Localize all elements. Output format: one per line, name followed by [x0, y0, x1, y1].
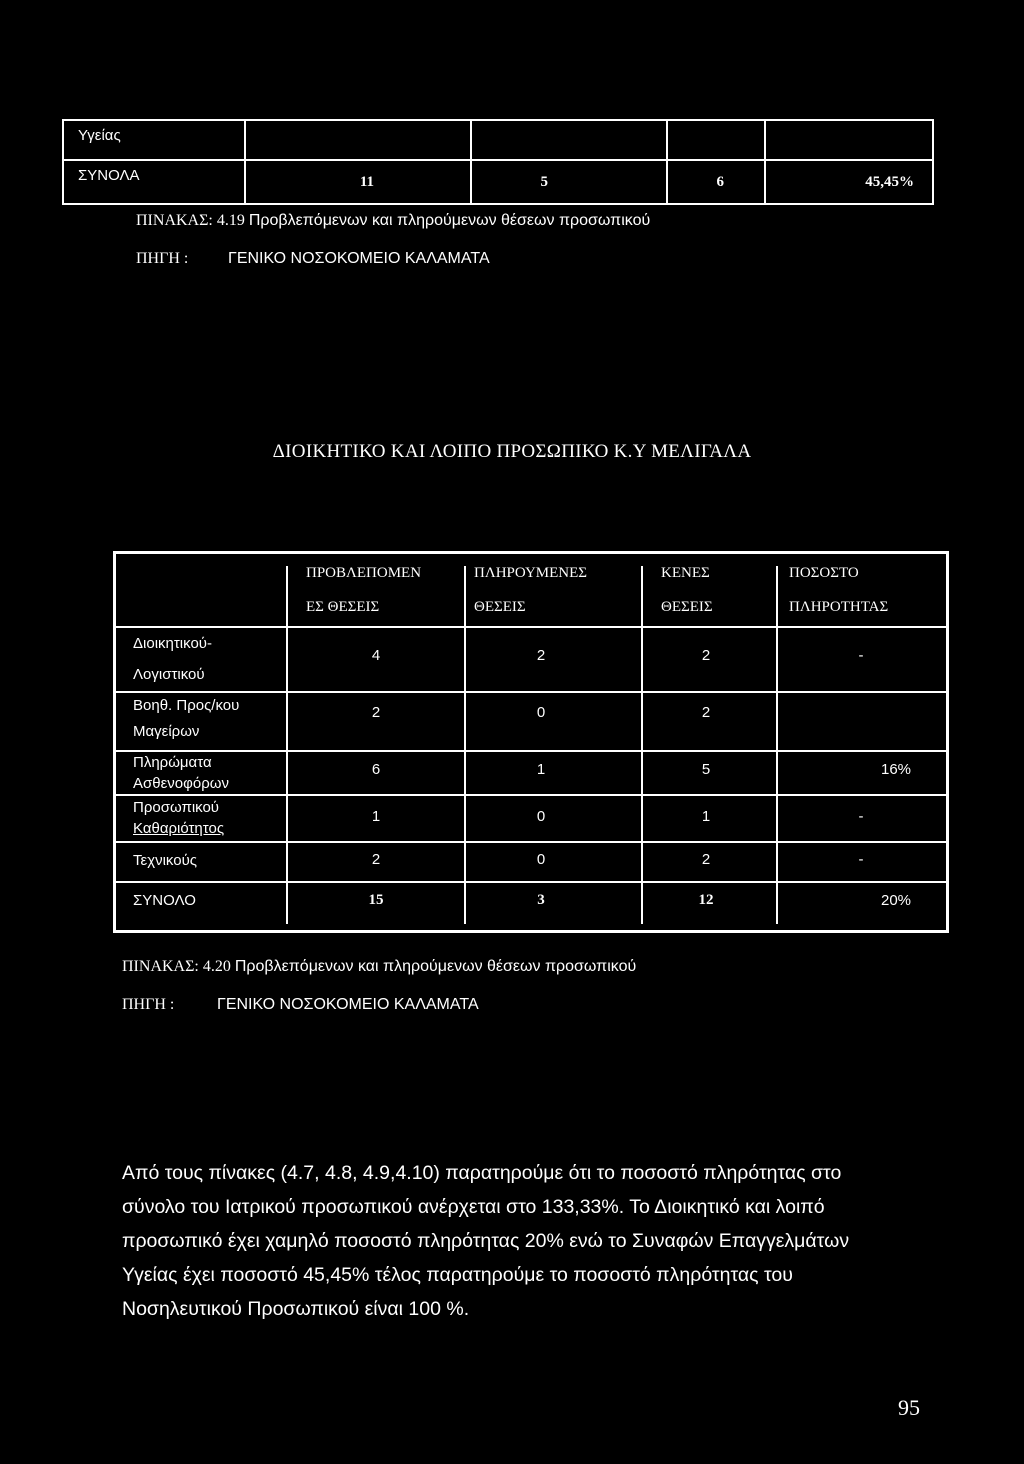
table-cell: 0	[536, 808, 546, 825]
row-label: Υγείας	[78, 127, 121, 144]
paragraph-line: σύνολο του Ιατρικού προσωπικού ανέρχεται στο 133,33%. Το Διοικητικό και λοιπό	[122, 1196, 825, 1218]
table-cell: 1	[536, 761, 546, 778]
table-cell: 15	[368, 892, 384, 908]
row-label-dioikitikou: Διοικητικού- Λογιστικού	[133, 635, 212, 683]
table-number: ΠΙΝΑΚΑΣ: 4.19	[136, 212, 245, 229]
table-cell: 1	[701, 808, 711, 825]
section-heading: ΔΙΟΙΚΗΤΙΚΟ ΚΑΙ ΛΟΙΠΟ ΠΡΟΣΩΠΙΚΟ Κ.Υ ΜΕΛΙΓΑΛΑ	[272, 441, 752, 462]
row-label: ΣΥΝΟΛΑ	[78, 167, 140, 184]
table-cell: 6	[371, 761, 381, 778]
table-cell: 4	[371, 647, 381, 664]
source-name: ΓΕΝΙΚΟ ΝΟΣΟΚΟΜΕΙΟ ΚΑΛΑΜΑΤΑ	[228, 250, 490, 267]
table-cell: -	[858, 808, 864, 825]
source-label: ΠΗΓΗ :	[122, 996, 175, 1013]
table-cell: 1	[371, 808, 381, 825]
row-label-asthenoforon: Πληρώματα Ασθενοφόρων	[133, 754, 229, 792]
row-label-technikous: Τεχνικούς	[133, 852, 197, 869]
top-table-row-ygeias	[62, 119, 934, 159]
table-cell: 0	[536, 851, 546, 868]
table-title: Προβλεπόμενων και πληρούμενων θέσεων προσωπικού	[234, 958, 637, 975]
table-cell: 5	[701, 761, 711, 778]
table-number: ΠΙΝΑΚΑΣ: 4.20	[122, 958, 231, 975]
table-cell: 20%	[880, 892, 912, 909]
table-cell: 2	[371, 851, 381, 868]
header-plhroumenes: ΠΛΗΡΟΥΜΕΝΕΣ ΘΕΣΕΙΣ	[474, 565, 588, 615]
table-cell: 0	[536, 704, 546, 721]
table-source	[122, 996, 479, 1014]
table-cell: 3	[537, 892, 545, 908]
table-caption	[136, 212, 650, 230]
paragraph-line: Νοσηλευτικού Προσωπικού είναι 100 %.	[122, 1298, 470, 1320]
header-pososto: ΠΟΣΟΣΤΟ ΠΛΗΡΟΤΗΤΑΣ	[789, 565, 889, 615]
source-name: ΓΕΝΙΚΟ ΝΟΣΟΚΟΜΕΙΟ ΚΑΛΑΜΑΤΑ	[217, 996, 479, 1013]
row-label-mageiron: Βοηθ. Προς/κου Μαγείρων	[133, 697, 240, 740]
value-cell: 45,45%	[865, 174, 914, 190]
row-label-katharioteros: Προσωπικού Καθαριότητος	[133, 799, 225, 837]
body-paragraph	[122, 1156, 942, 1326]
table-cell: -	[858, 647, 864, 664]
page-number: 95	[898, 1395, 920, 1420]
table-cell: 2	[701, 704, 711, 721]
table-cell: 12	[698, 892, 714, 908]
table-cell: 2	[536, 647, 546, 664]
table-cell: -	[858, 851, 864, 868]
table-cell: 16%	[880, 761, 912, 778]
header-provlepomenes: ΠΡΟΒΛΕΠΟΜΕΝ ΕΣ ΘΕΣΕΙΣ	[306, 565, 422, 615]
table-source	[136, 250, 490, 268]
staff-table	[113, 551, 949, 933]
source-label: ΠΗΓΗ :	[136, 250, 189, 267]
top-table-row-synola	[62, 159, 934, 205]
paragraph-line: Υγείας έχει ποσοστό 45,45% τέλος παρατηρούμε το ποσοστό πληρότητας του	[122, 1264, 793, 1286]
value-cell: 6	[716, 174, 724, 190]
table-cell: 2	[371, 704, 381, 721]
value-cell: 11	[359, 174, 374, 190]
paragraph-line: προσωπικό έχει χαμηλό ποσοστό πληρότητας 20% ενώ το Συναφών Επαγγελμάτων	[122, 1230, 850, 1252]
table-caption	[122, 958, 636, 976]
table-title: Προβλεπόμενων και πληρούμενων θέσεων προσωπικού	[248, 212, 651, 229]
row-label-synolo: ΣΥΝΟΛΟ	[133, 892, 196, 909]
paragraph-line: Από τους πίνακες (4.7, 4.8, 4.9,4.10) παρατηρούμε ότι το ποσοστό πληρότητας στο	[122, 1162, 842, 1184]
header-kenes: ΚΕΝΕΣ ΘΕΣΕΙΣ	[661, 565, 713, 615]
table-cell: 2	[701, 851, 711, 868]
table-cell: 2	[701, 647, 711, 664]
value-cell: 5	[540, 174, 548, 190]
